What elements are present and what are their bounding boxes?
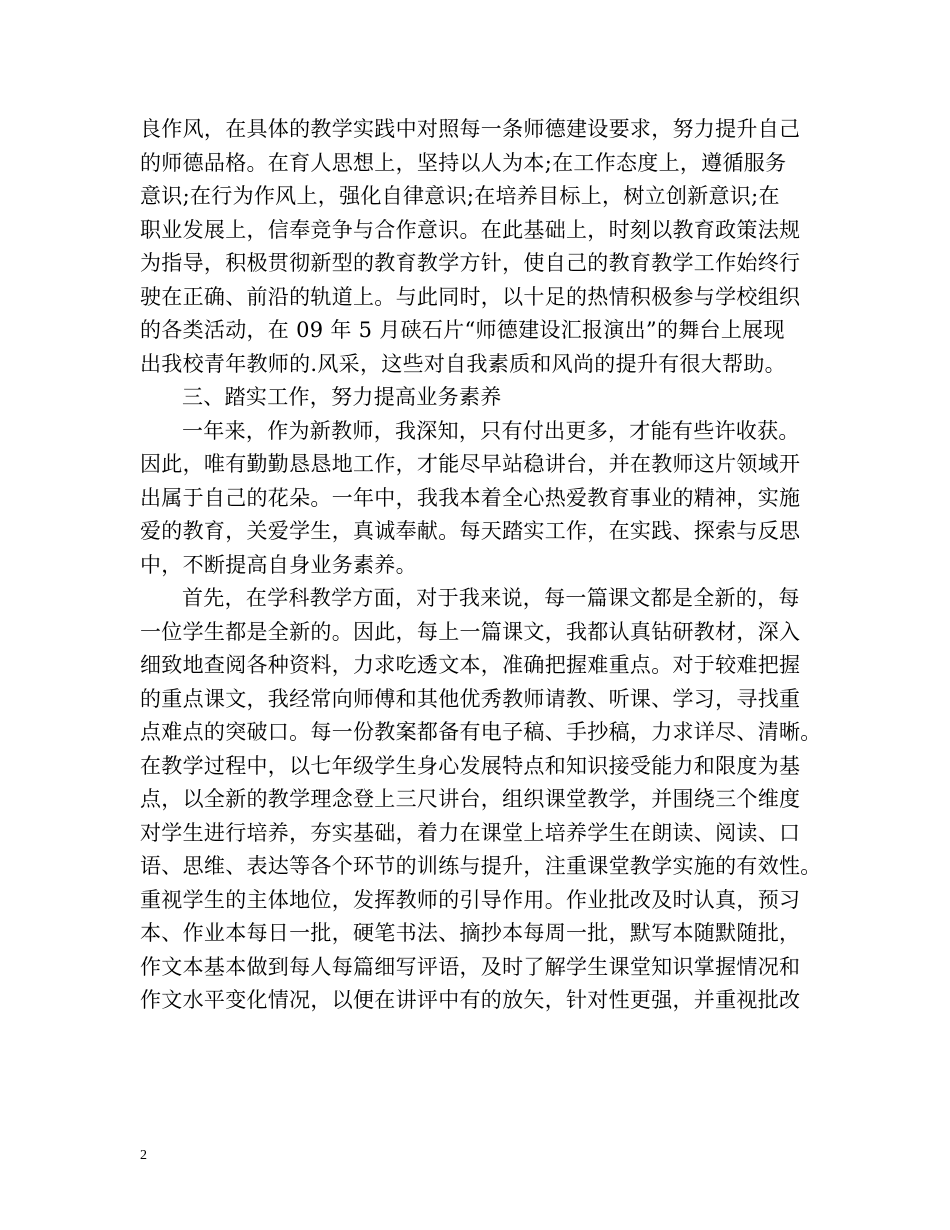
text-line: 本、作业本每日一批，硬笔书法、摘抄本每周一批，默写本随默随批，: [140, 921, 801, 945]
text-line: 的重点课文，我经常向师傅和其他优秀教师请教、听课、学习，寻找重: [140, 686, 801, 711]
text-line: 出我校青年教师的.风采，这些对自我素质和风尚的提升有很大帮助。: [140, 351, 786, 376]
body-text: [140, 113, 840, 1018]
text-line: 因此，唯有勤勤恳恳地工作，才能尽早站稳讲台，并在教师这片领域开: [140, 452, 801, 476]
text-line: 良作风，在具体的教学实践中对照每一条师德建设要求，努力提升自己: [140, 117, 801, 141]
text-line: 作文本基本做到每人每篇细写评语，及时了解学生课堂知识掌握情况和: [140, 954, 801, 979]
text-line: 在教学过程中，以七年级学生身心发展特点和知识接受能力和限度为基: [140, 753, 801, 778]
paragraph-first-line: 三、踏实工作，努力提高业务素养: [182, 385, 502, 409]
text-line: 职业发展上，信奉竞争与合作意识。在此基础上，时刻以教育政策法规: [140, 217, 801, 242]
text-line: 出属于自己的花朵。一年中，我我本着全心热爱教育事业的精神，实施: [140, 485, 801, 510]
text-line: 的师德品格。在育人思想上，坚持以人为本;在工作态度上，遵循服务: [140, 150, 787, 175]
text-line: 意识;在行为作风上，强化自律意识;在培养目标上，树立创新意识;在: [140, 184, 780, 208]
text-line: 点，以全新的教学理念登上三尺讲台，组织课堂教学，并围绕三个维度: [140, 787, 801, 811]
text-line: 为指导，积极贯彻新型的教育教学方针，使自己的教育教学工作始终行: [140, 251, 801, 275]
paragraph-first-line: 一年来，作为新教师，我深知，只有付出更多，才能有些许收获。: [182, 418, 800, 443]
text-line: 驶在正确、前沿的轨道上。与此同时，以十足的热情积极参与学校组织: [140, 284, 801, 309]
text-line: 中，不断提高自身业务素养。: [140, 552, 417, 577]
text-line: 作文水平变化情况，以便在讲评中有的放矢，针对性更强，并重视批改: [140, 988, 801, 1012]
text-line: 语、思维、表达等各个环节的训练与提升，注重课堂教学实施的有效性。: [140, 854, 822, 878]
text-line: 一位学生都是全新的。因此，每上一篇课文，我都认真钻研教材，深入: [140, 619, 801, 644]
text-line: 细致地查阅各种资料，力求吃透文本，准确把握难重点。对于较难把握: [140, 653, 801, 677]
text-line: 点难点的突破口。每一份教案都备有电子稿、手抄稿，力求详尽、清晰。: [140, 720, 822, 744]
text-line: 对学生进行培养，夯实基础，着力在课堂上培养学生在朗读、阅读、口: [140, 820, 801, 845]
text-line: 爱的教育，关爱学生，真诚奉献。每天踏实工作，在实践、探索与反思: [140, 519, 801, 543]
text-line: 的各类活动，在 09 年 5 月硖石片“师德建设汇报演出”的舞台上展现: [140, 318, 785, 342]
text-line: 重视学生的主体地位，发挥教师的引导作用。作业批改及时认真，预习: [140, 887, 801, 912]
paragraph-first-line: 首先，在学科教学方面，对于我来说，每一篇课文都是全新的，每: [182, 586, 800, 610]
page-number: 2: [140, 1148, 147, 1163]
